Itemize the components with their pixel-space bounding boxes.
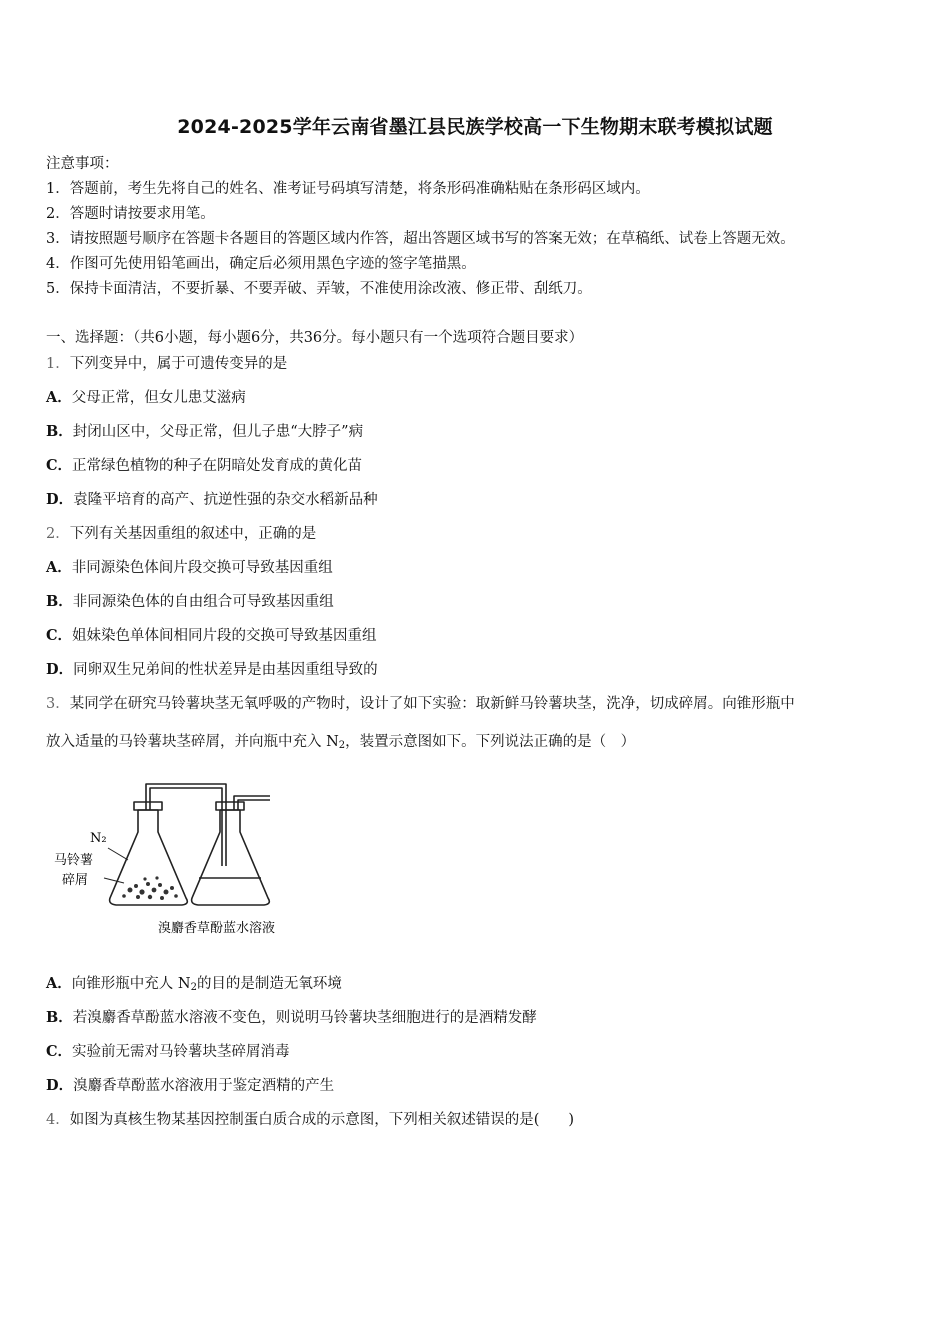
label-solution: 溴麝香草酚蓝水溶液 <box>158 921 276 936</box>
question-number: 4． <box>46 1112 70 1128</box>
left-stopper <box>134 802 162 810</box>
q3-option-c: C．实验前无需对马铃薯块茎碎屑消毒 <box>46 1043 290 1060</box>
question-stem: 下列有关基因重组的叙述中，正确的是 <box>69 526 317 542</box>
outlet-tube <box>234 796 270 810</box>
q3-option-d: D．溴麝香草酚蓝水溶液用于鉴定酒精的产生 <box>46 1077 335 1094</box>
q1-option-c: C．正常绿色植物的种子在阴暗处发育成的黄化苗 <box>46 457 363 474</box>
notice-item-4: 4．作图可先使用铅笔画出，确定后必须用黑色字迹的签字笔描黑。 <box>46 256 476 272</box>
page-title: 2024-2025学年云南省墨江县民族学校高一下生物期末联考模拟试题 <box>177 116 773 138</box>
question-3-line-2: 放入适量的马铃薯块茎碎屑，并向瓶中充入 $N_2$，装置示意图如下。下列说法正确的是（ ） <box>46 734 636 751</box>
q3-option-a: A．向锥形瓶中充人 $N_2$的目的是制造无氧环境 <box>46 975 342 993</box>
q2-option-a: A．非同源染色体间片段交换可导致基因重组 <box>46 559 333 576</box>
right-stopper <box>216 802 244 810</box>
question-number: 3． <box>46 696 70 712</box>
notice-item-2: 2．答题时请按要求用笔。 <box>46 206 215 222</box>
question-stem: 如图为真核生物某基因控制蛋白质合成的示意图，下列相关叙述错误的是( ) <box>69 1112 575 1128</box>
q1-option-a: A．父母正常，但女儿患艾滋病 <box>46 389 246 406</box>
label-potato-2: 碎屑 <box>62 873 89 888</box>
question-number: 2． <box>46 526 70 542</box>
apparatus-diagram <box>50 780 330 940</box>
notice-item-5: 5．保持卡面清洁，不要折暴、不要弄破、弄皱，不准使用涂改液、修正带、刮纸刀。 <box>46 281 592 297</box>
question-stem: 下列变异中，属于可遗传变异的是 <box>69 356 288 372</box>
label-n2: N₂ <box>90 831 107 846</box>
notice-item-3: 3．请按照题号顺序在答题卡各题目的答题区域内作答，超出答题区域书写的答案无效；在草稿纸、试卷上答题无效。 <box>46 231 795 247</box>
question-number: 1． <box>46 356 70 372</box>
label-potato-1: 马铃薯 <box>54 853 94 868</box>
q1-option-b: B．封闭山区中，父母正常，但儿子患“大脖子”病 <box>46 423 364 440</box>
q2-option-b: B．非同源染色体的自由组合可导致基因重组 <box>46 593 334 610</box>
q2-option-d: D．同卵双生兄弟间的性状差异是由基因重组导致的 <box>46 661 378 678</box>
notice-item-1: 1．答题前，考生先将自己的姓名、准考证号码填写清楚，将条形码准确粘贴在条形码区域内。 <box>46 181 650 197</box>
question-1 <box>46 352 287 373</box>
potato-crumbs <box>122 876 178 900</box>
notice-heading: 注意事项： <box>46 156 119 172</box>
section-heading: 一、选择题：（共6小题，每小题6分，共36分。每小题只有一个选项符合题目要求） <box>46 330 584 346</box>
question-stem: 某同学在研究马铃薯块茎无氧呼吸的产物时，设计了如下实验：取新鲜马铃薯块茎，洗净，切成碎屑。向锥形瓶中 <box>69 696 795 712</box>
question-3 <box>46 692 795 713</box>
q3-option-b: B．若溴麝香草酚蓝水溶液不变色，则说明马铃薯块茎细胞进行的是酒精发酵 <box>46 1009 537 1026</box>
right-flask <box>192 810 270 905</box>
left-flask <box>110 810 188 905</box>
question-2 <box>46 522 316 543</box>
q2-option-c: C．姐妹染色单体间相同片段的交换可导致基因重组 <box>46 627 377 644</box>
question-4 <box>46 1108 574 1129</box>
q1-option-d: D．袁隆平培育的高产、抗逆性强的杂交水稻新品种 <box>46 491 378 508</box>
